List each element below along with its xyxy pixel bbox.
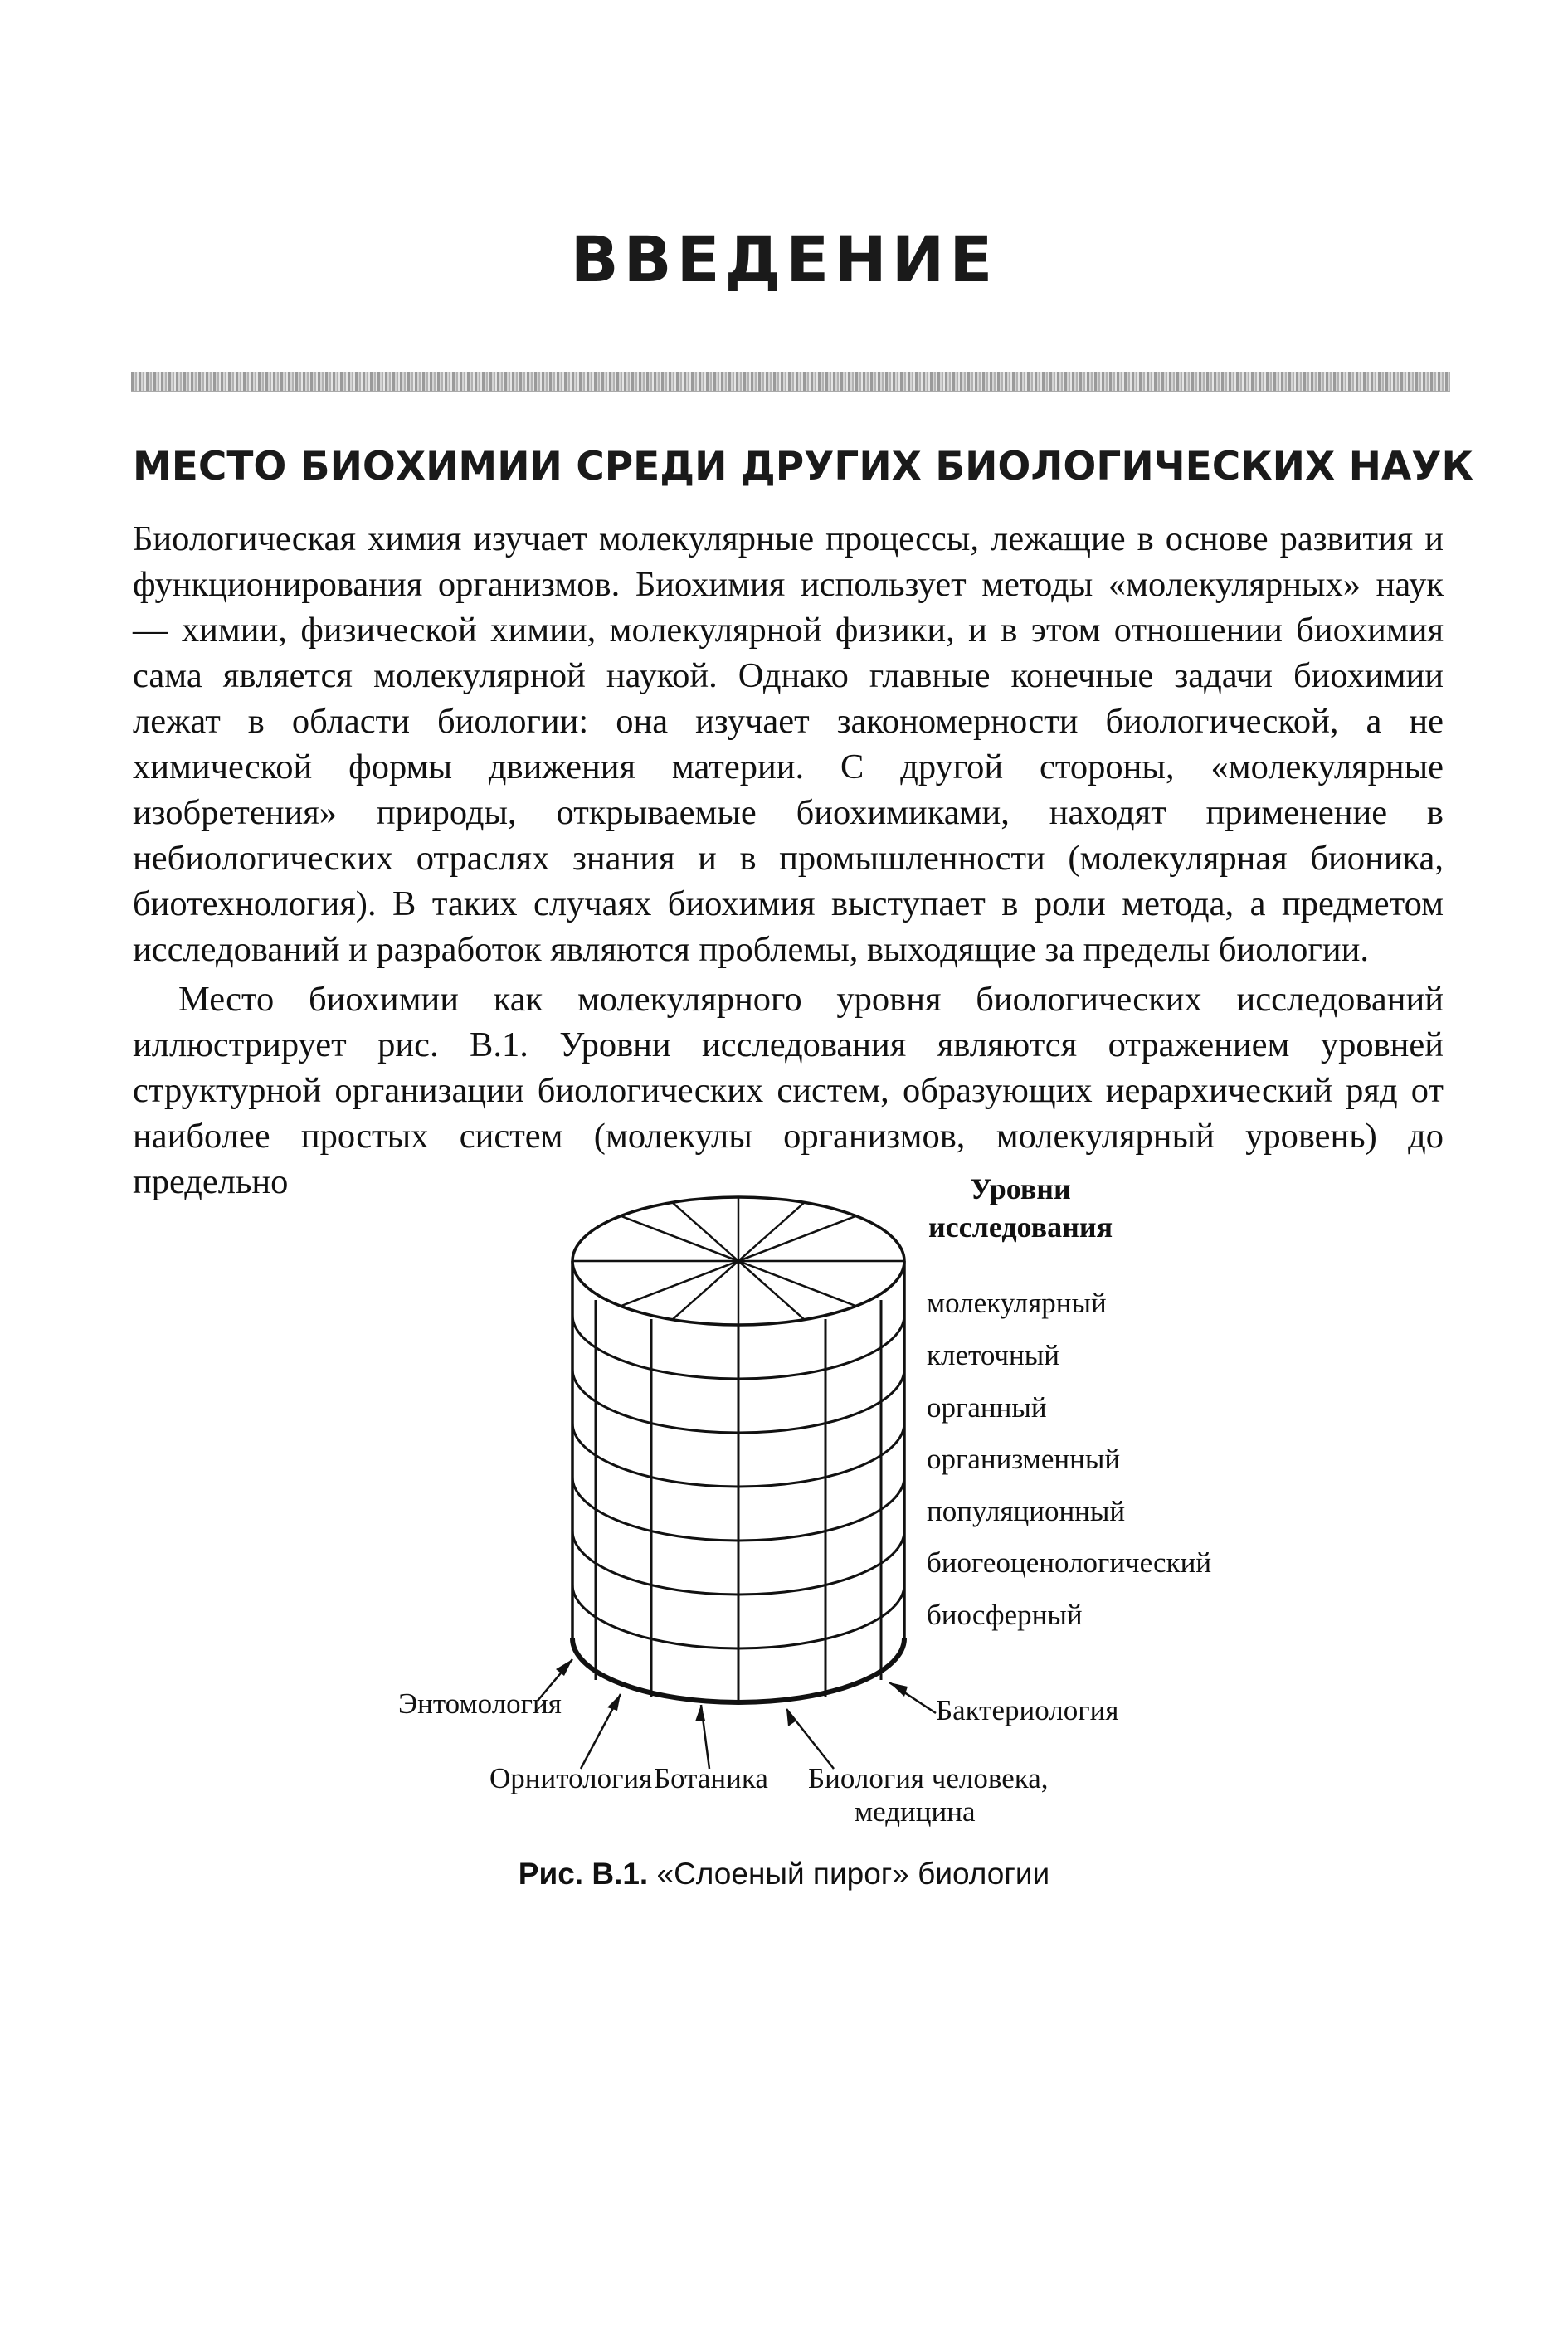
section-title: МЕСТО БИОХИМИИ СРЕДИ ДРУГИХ БИОЛОГИЧЕСКИХ НАУК [133, 444, 1473, 489]
caption-label: Рис. В.1. [518, 1857, 649, 1891]
cylinder-top-slices [572, 1197, 904, 1325]
chapter-title: ВВЕДЕНИЕ [570, 222, 998, 296]
science-human-biology: Биология человека, [808, 1762, 1049, 1794]
paragraph-1: Биологическая химия изучает молекулярные процессы, лежащие в основе развития и функционирования организмов. Биохимия использует методы «молекулярных» наук — химии, физической химии, молекулярной физики, и в этом отношении биохимия сама является молекулярной наукой. Однако главные конечные задачи биохимии лежат в области биологии: она изучает закономерности биологической, а не химической формы движения материи. С другой стороны, «молекулярные изобретения» природы, открываемые биохимиками, находят применение в небиологических отраслях знания и в промышленности (молекулярная бионика, биотехнология). В таких случаях биохимия выступает в роли метода, а предметом исследований и разработок являются проблемы, выходящие за пределы биологии. [133, 519, 1444, 969]
cylinder-vertical-divisions [596, 1300, 881, 1702]
level-label: биосферный [927, 1599, 1083, 1631]
science-botany: Ботаника [654, 1762, 768, 1794]
level-label: молекулярный [927, 1287, 1107, 1319]
levels-title [888, 1170, 1153, 1246]
caption-text: «Слоеный пирог» биологии [656, 1857, 1050, 1891]
science-medicine: медицина [855, 1795, 976, 1828]
level-label: органный [927, 1391, 1047, 1424]
levels-title-line2: исследования [928, 1210, 1113, 1244]
level-label: биогеоценологический [927, 1546, 1212, 1579]
science-bacteriology: Бактериология [936, 1694, 1119, 1726]
figure-caption [0, 1857, 1568, 1892]
level-label: организменный [927, 1443, 1121, 1475]
science-ornithology: Орнитология [489, 1762, 653, 1794]
paragraph-2: Место биохимии как молекулярного уровня биологических исследований иллюстрирует рис. В.1. Уровни исследования являются отражением уровней структурной организации биологических систем, образующих иерархический ряд от наиболее простых систем (молекулы организмов, молекулярный уровень) до предельно [133, 980, 1444, 1201]
level-label: популяционный [927, 1495, 1126, 1527]
level-label: клеточный [927, 1339, 1060, 1371]
science-entomology: Энтомология [398, 1687, 562, 1720]
levels-title-line1: Уровни [970, 1172, 1071, 1205]
